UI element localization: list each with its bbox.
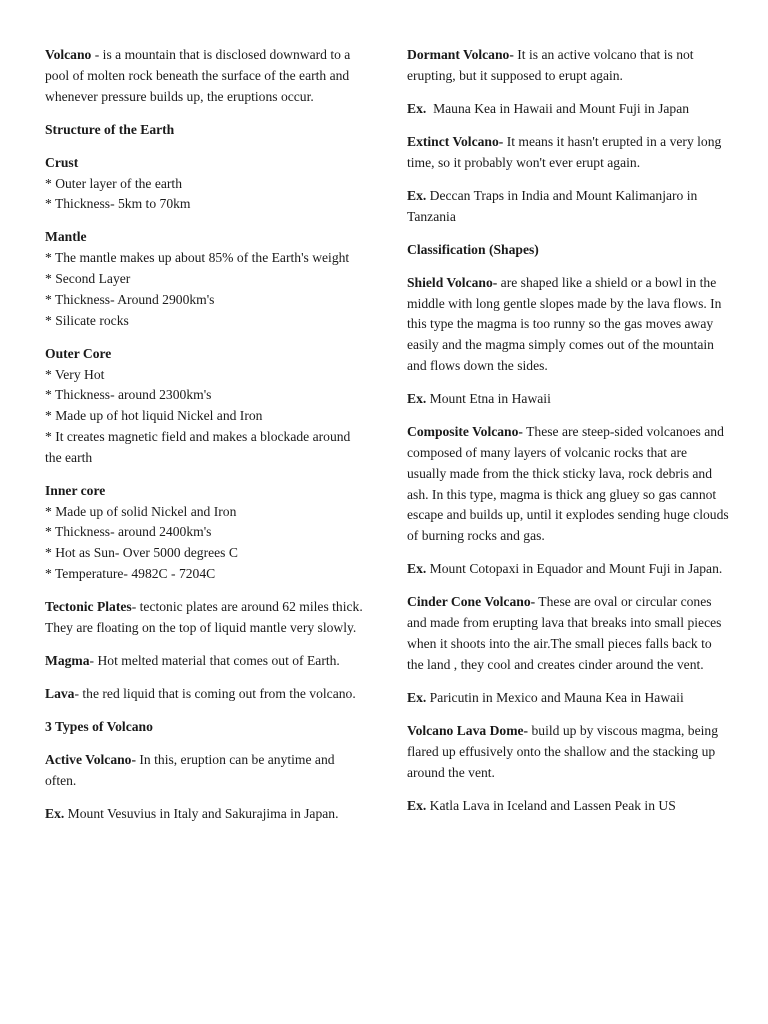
list-item: * Outer layer of the earth — [45, 175, 183, 191]
example-label: Ex. — [407, 797, 427, 813]
term-volcano: Volcano — [45, 47, 92, 62]
right-column — [407, 45, 729, 829]
lava-dome-example — [407, 796, 729, 817]
list-item: * Thickness- around 2300km's — [45, 387, 212, 403]
term-dormant-volcano: Dormant Volcano- — [407, 47, 514, 62]
list-item: * Temperature- 4982C - 7204C — [45, 566, 216, 582]
shield-volcano-text: are shaped like a shield or a bowl in the middle with long gentle slopes made by the lava flows. In this type the magma is too runny so the gas moves away easily and the magma simply comes out of the mountain and flows down the sides. — [407, 274, 722, 374]
cinder-cone-volcano-definition — [407, 592, 729, 675]
example-text: Mount Cotopaxi in Equador and Mount Fuji in Japan. — [426, 561, 723, 577]
term-cinder-cone-volcano: Cinder Cone Volcano- — [407, 594, 536, 610]
example-label: Ex. — [407, 187, 427, 203]
cinder-cone-volcano-example — [407, 688, 729, 709]
example-label: Ex. — [407, 391, 427, 407]
shield-volcano-definition — [407, 273, 729, 377]
inner-core-section — [45, 481, 363, 585]
example-text: Deccan Traps in India and Mount Kalimanjaro in Tanzania — [407, 187, 698, 224]
list-item: * Thickness- Around 2900km's — [45, 291, 215, 307]
example-label: Ex. — [407, 689, 427, 705]
dormant-volcano-text: It is an active volcano that is not erupting, but it supposed to erupt again. — [407, 47, 694, 83]
term-extinct-volcano: Extinct Volcano- — [407, 133, 504, 149]
list-item: * It creates magnetic field and makes a blockade around the earth — [45, 428, 351, 465]
crust-section — [45, 153, 363, 215]
list-item: * Silicate rocks — [45, 312, 129, 328]
extinct-volcano-example — [407, 186, 729, 228]
left-column — [45, 45, 363, 837]
crust-title: Crust — [45, 154, 79, 170]
inner-core-title: Inner core — [45, 482, 106, 498]
list-item: * Made up of hot liquid Nickel and Iron — [45, 408, 263, 424]
term-magma: Magma — [45, 653, 90, 668]
term-lava-dome: Volcano Lava Dome- — [407, 722, 529, 738]
lava-text: - the red liquid that is coming out from the volcano. — [74, 686, 356, 702]
list-item: * Very Hot — [45, 366, 105, 382]
mantle-title: Mantle — [45, 229, 87, 245]
lava-dome-definition — [407, 721, 729, 783]
term-active-volcano: Active Volcano- — [45, 752, 136, 768]
list-item: * Thickness- around 2400km's — [45, 524, 212, 540]
active-volcano-text: In this, eruption can be anytime and often. — [45, 752, 335, 789]
tectonic-plates-definition — [45, 597, 363, 639]
mantle-section — [45, 227, 363, 331]
term-shield-volcano: Shield Volcano- — [407, 274, 498, 290]
example-label: Ex. — [407, 100, 427, 116]
term-tectonic-plates: Tectonic Plates — [45, 599, 132, 615]
dormant-volcano-example — [407, 99, 729, 120]
types-heading: 3 Types of Volcano — [45, 719, 153, 735]
example-text: Mount Etna in Hawaii — [426, 391, 551, 407]
magma-text: - Hot melted material that comes out of Earth. — [89, 653, 340, 668]
list-item: * Second Layer — [45, 271, 131, 287]
term-lava: Lava — [45, 686, 75, 702]
example-label: Ex. — [407, 561, 427, 577]
shield-volcano-example — [407, 389, 729, 410]
composite-volcano-definition — [407, 422, 729, 547]
magma-definition — [45, 651, 363, 672]
active-volcano-definition — [45, 750, 363, 792]
cinder-cone-volcano-text: These are oval or circular cones and made from erupting lava that breaks into small pieces when it shoots into the air.The small pieces falls back to the land , they cool and creates cinder around the vent. — [407, 594, 722, 672]
extinct-volcano-definition — [407, 132, 729, 174]
volcano-definition-text: - is a mountain that is disclosed downward to a pool of molten rock beneath the surface of the earth and whenever pressure builds up, the eruptions occur. — [45, 47, 351, 104]
list-item: * Thickness- 5km to 70km — [45, 196, 191, 212]
list-item: * Made up of solid Nickel and Iron — [45, 503, 237, 519]
example-text: Paricutin in Mexico and Mauna Kea in Hawaii — [426, 689, 684, 705]
composite-volcano-text: These are steep-sided volcanoes and composed of many layers of volcanic rocks that are usually made from the thick sticky lava, rock debris and ash. In this type, magma is thick ang gluey so gas cannot escape and builds up, until it explodes sending huge clouds of burning rocks and gas. — [407, 424, 729, 544]
lava-definition — [45, 684, 363, 705]
outer-core-section — [45, 344, 363, 469]
dormant-volcano-definition — [407, 45, 729, 87]
tectonic-plates-text: - tectonic plates are around 62 miles thick. They are floating on the top of liquid mantle very slowly. — [45, 599, 363, 635]
extinct-volcano-text: It means it hasn't erupted in a very long time, so it probably won't ever erupt again. — [407, 133, 722, 170]
volcano-definition — [45, 45, 363, 107]
lava-dome-text: build up by viscous magma, being flared up effusively onto the shallow and the stacking up around the vent. — [407, 722, 719, 780]
term-composite-volcano: Composite Volcano- — [407, 424, 523, 440]
outer-core-title: Outer Core — [45, 345, 112, 361]
example-text: Mauna Kea in Hawaii and Mount Fuji in Japan — [426, 100, 690, 116]
classification-heading: Classification (Shapes) — [407, 241, 539, 257]
list-item: * Hot as Sun- Over 5000 degrees C — [45, 545, 238, 561]
composite-volcano-example — [407, 559, 729, 580]
active-volcano-example — [45, 804, 363, 825]
list-item: * The mantle makes up about 85% of the Earth's weight — [45, 250, 350, 266]
example-text: Katla Lava in Iceland and Lassen Peak in US — [426, 797, 676, 813]
example-label: Ex. — [45, 806, 65, 822]
example-text: Mount Vesuvius in Italy and Sakurajima in Japan. — [64, 806, 339, 822]
structure-heading: Structure of the Earth — [45, 121, 175, 137]
